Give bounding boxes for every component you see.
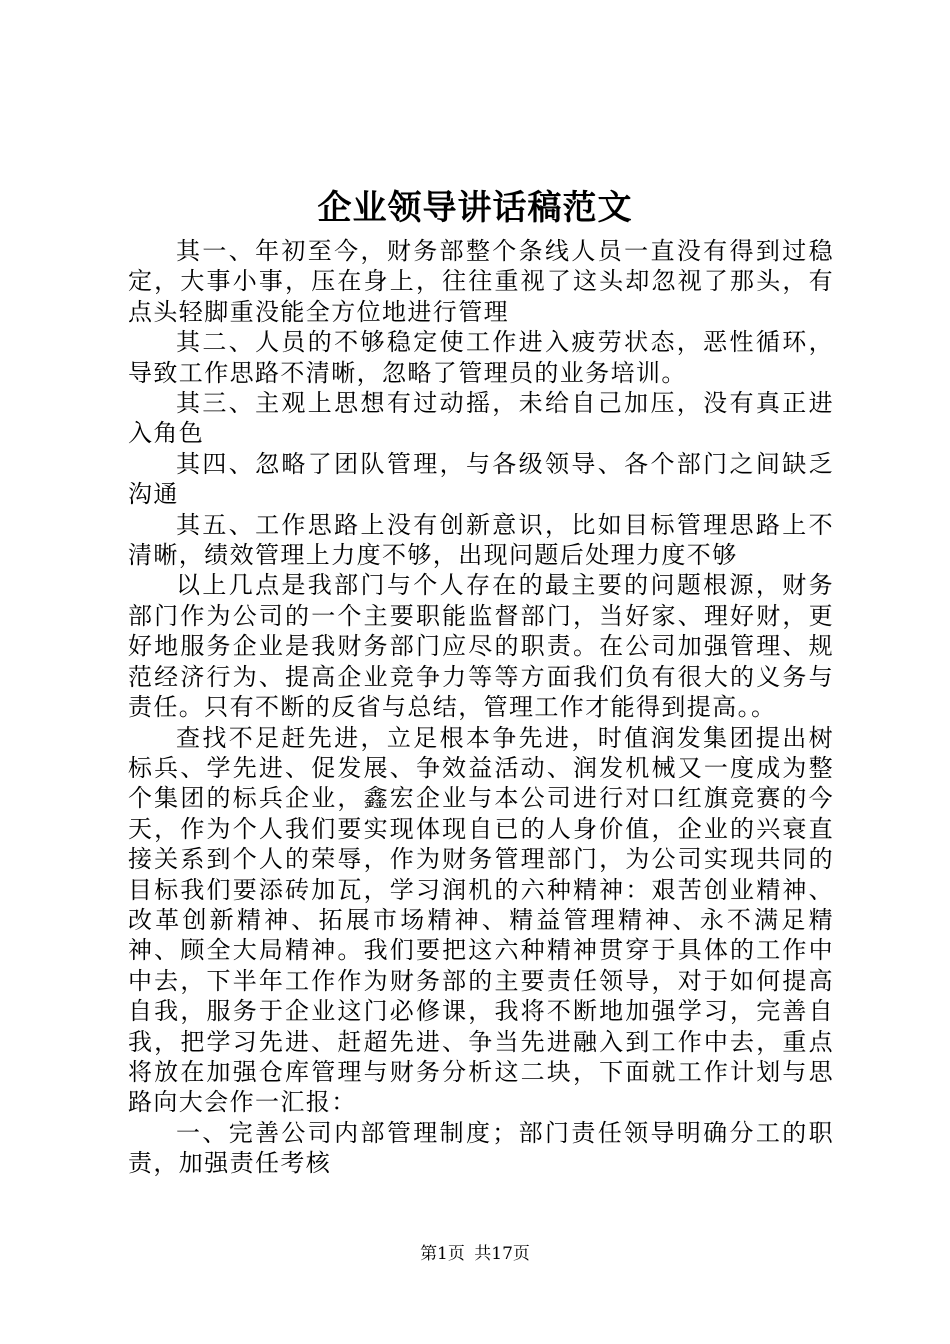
- paragraph: 其一、年初至今，财务部整个条线人员一直没有得到过稳定，大事小事，压在身上，往往重视了这头却忽视了那头，有点头轻脚重没能全方位地进行管理: [128, 237, 834, 326]
- paragraph: 查找不足赶先进，立足根本争先进，时值润发集团提出树标兵、学先进、促发展、争效益活动、润发机械又一度成为整个集团的标兵企业，鑫宏企业与本公司进行对口红旗竞赛的今天，作为个人我们要实现体现自已的人身价值，企业的兴衰直接关系到个人的荣辱，作为财务管理部门，为公司实现共同的目标我们要添砖加瓦，学习润机的六种精神：艰苦创业精神、改革创新精神、拓展市场精神、精益管理精神、永不满足精神、顾全大局精神。我们要把这六种精神贯穿于具体的工作中中去，下半年工作作为财务部的主要责任领导，对于如何提高自我，服务于企业这门必修课，我将不断地加强学习，完善自我，把学习先进、赶超先进、争当先进融入到工作中去，重点将放在加强仓库管理与财务分析这二块，下面就工作计划与思路向大会作一汇报：: [128, 723, 834, 1117]
- paragraph: 以上几点是我部门与个人存在的最主要的问题根源，财务部门作为公司的一个主要职能监督部门，当好家、理好财，更好地服务企业是我财务部门应尽的职责。在公司加强管理、规范经济行为、提高企业竞争力等等方面我们负有很大的义务与责任。只有不断的反省与总结，管理工作才能得到提高。。: [128, 571, 834, 722]
- paragraph: 一、完善公司内部管理制度；部门责任领导明确分工的职责，加强责任考核: [128, 1118, 834, 1178]
- paragraph: 其四、忽略了团队管理，与各级领导、各个部门之间缺乏沟通: [128, 449, 834, 509]
- document-title: 企业领导讲话稿范文: [317, 188, 633, 228]
- page-footer: [0, 1242, 950, 1266]
- document-body: [128, 236, 834, 1179]
- page-number: 第1页: [420, 1244, 465, 1264]
- paragraph: 其五、工作思路上没有创新意识，比如目标管理思路上不清晰，绩效管理上力度不够，出现问题后处理力度不够: [128, 510, 834, 570]
- paragraph: 其三、主观上思想有过动摇，未给自己加压，没有真正进入角色: [128, 389, 834, 448]
- page-total: 共17页: [474, 1244, 530, 1264]
- paragraph: 其二、人员的不够稳定使工作进入疲劳状态，恶性循环，导致工作思路不清晰，忽略了管理员的业务培训。: [128, 328, 834, 387]
